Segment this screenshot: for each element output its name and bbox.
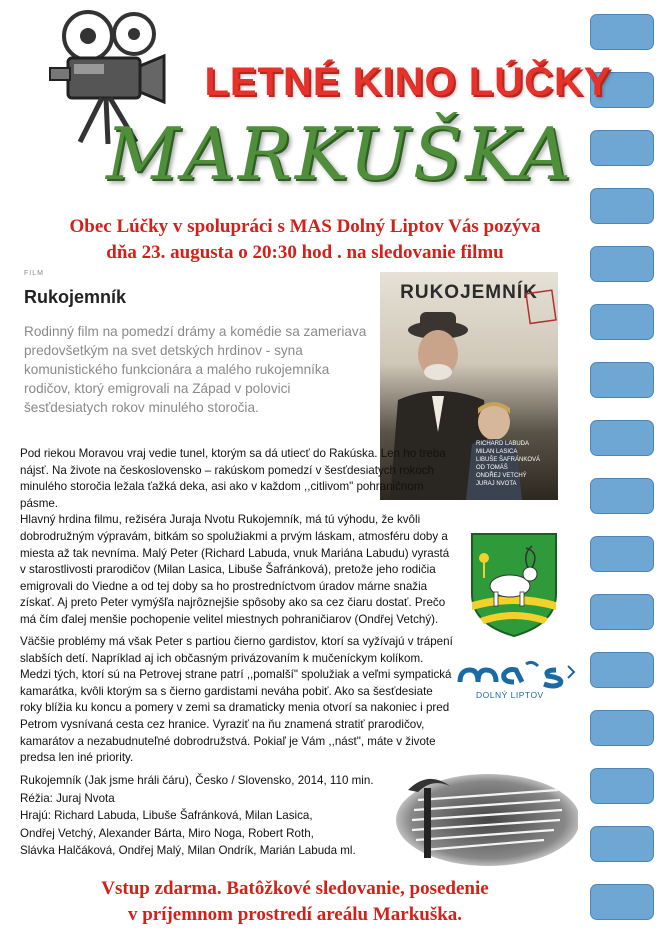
film-strip-hole	[590, 304, 654, 340]
story-text	[20, 446, 456, 629]
story-paragraph-3: Väčšie problémy má však Peter s partiou čierno gardistov, ktorí sa vyžívajú v trápení slabších detí. Napríklad aj ich občasným privázovaním k mučeníckym kolíkom. Medzi tých, ktorí sú na Petrovej strane patrí ,,pomalší" spolužiak a veľmi sympatická kamarátka, kvôli ktorým sa s čierno gardistami neváha pobiť. Ako sa šesťdesiate roky blížia ku koncu a pomery v zemi sa dramaticky menia otvorí sa nakoniec i pred Petrom vysnívaná cesta cez hranice. Vyraziť na ňu znamená stratiť prarodičov, kamarátov a nezabudnuteľné dobrodružstvá. Pokiaľ je Vám ,,nást", máte v živote predsa len iné priority.	[20, 635, 453, 765]
village-coat-of-arms-icon	[470, 532, 558, 638]
poster-credit-line: MILAN LASICA	[476, 449, 518, 455]
film-strip-hole	[590, 652, 654, 688]
footer-line-2: v príjemnom prostredí areálu Markuška.	[127, 904, 463, 925]
footer-line-1: Vstup zdarma. Batôžkové sledovanie, posedenie	[101, 878, 489, 899]
film-credits	[20, 772, 380, 860]
invitation-line-2: dňa 23. augusta o 20:30 hod . na sledovanie filmu	[106, 242, 504, 263]
film-strip-hole	[590, 478, 654, 514]
poster-credit-line: ONDŘEJ VETCHÝ	[476, 473, 527, 479]
event-title: LETNÉ KINO LÚČKY	[204, 60, 612, 104]
film-strip-hole	[590, 884, 654, 920]
film-label: FILM	[24, 270, 44, 277]
credits-cast-line: Hrajú: Richard Labuda, Libuše Šafránková, Milan Lasica,	[20, 809, 313, 823]
mas-logo-subtitle: DOLNÝ LIPTOV	[476, 690, 544, 700]
story-text-continued	[20, 634, 456, 767]
film-strip-hole	[590, 420, 654, 456]
poster-credit-line: LIBUŠE ŠAFRÁNKOVÁ	[476, 457, 541, 463]
film-description: Rodinný film na pomedzí drámy a komédie sa zameriava predovšetkým na svet detských hrdinov - syna komunistického funkcionára a malého rukojemníka rodičov, ktorý emigrovali na Západ v polovici šesťdesiatych rokov minulého storočia.	[24, 324, 367, 415]
poster-credit-line: RICHARD LABUDA	[476, 441, 530, 447]
poster-credit-line: OD TOMÁŠ	[476, 465, 508, 471]
film-title: Rukojemník	[24, 287, 127, 307]
invitation-line-1: Obec Lúčky v spolupráci s MAS Dolný Liptov Vás pozýva	[69, 216, 541, 237]
credits-cast-line: Slávka Halčáková, Ondřej Malý, Milan Ondrík, Marián Labuda ml.	[20, 844, 356, 858]
film-strip-hole	[590, 362, 654, 398]
credits-director: Réžia: Juraj Nvota	[20, 791, 115, 805]
poster-title: RUKOJEMNÍK	[400, 282, 538, 303]
film-strip-hole	[590, 594, 654, 630]
amphitheater-photo	[388, 770, 578, 866]
credits-cast-line: Ondřej Vetchý, Alexander Bárta, Miro Noga, Robert Roth,	[20, 826, 314, 840]
film-strip-hole	[590, 826, 654, 862]
mas-logo-icon	[456, 658, 576, 708]
venue-title: MARKUŠKA	[105, 112, 575, 196]
story-paragraph-1: Pod riekou Moravou vraj vedie tunel, ktorým sa dá utiecť do Rakúska. Len ho treba nájsť. Na živote na československo – rakúskom pomedzí v šesťdesiatych rokoch minulého storočia ležala ťažká deka, asi ako v každom ,,citlivom" pohraničnom pásme.	[20, 447, 446, 510]
poster-credits	[476, 440, 540, 488]
film-strip-hole	[590, 768, 654, 804]
film-strip-hole	[590, 14, 654, 50]
film-strip-hole	[590, 710, 654, 746]
credits-film-info: Rukojemník (Jak jsme hráli čáru), Česko / Slovensko, 2014, 110 min.	[20, 774, 374, 787]
film-strip-hole	[590, 130, 654, 166]
story-paragraph-2: Hlavný hrdina filmu, režiséra Juraja Nvotu Rukojemník, má tú výhodu, že kvôli dobrodružným výpravám, bitkám so spolužiakmi a prvým láskam, atmosféru doby a miesta až tak nevníma. Malý Peter (Richard Labuda, vnuk Mariána Labudu) vyrastá v starostlivosti prarodičov (Milan Lasica, Libuše Šafránková), pretože jeho rodičia emigrovali do Viedne a od tej doby sa ho prostredníctvom úradov márne snažia získať. Aj preto Peter vymýšľa najrôznejšie spôsoby ako sa cez čiaru dostať. Prečo má čím ďalej menšie pochopenie velitel miestnych pohraničiarov (Ondřej Vetchý).	[20, 513, 450, 626]
poster-credit-line: JURAJ NVOTA	[476, 481, 517, 487]
film-strip-hole	[590, 536, 654, 572]
